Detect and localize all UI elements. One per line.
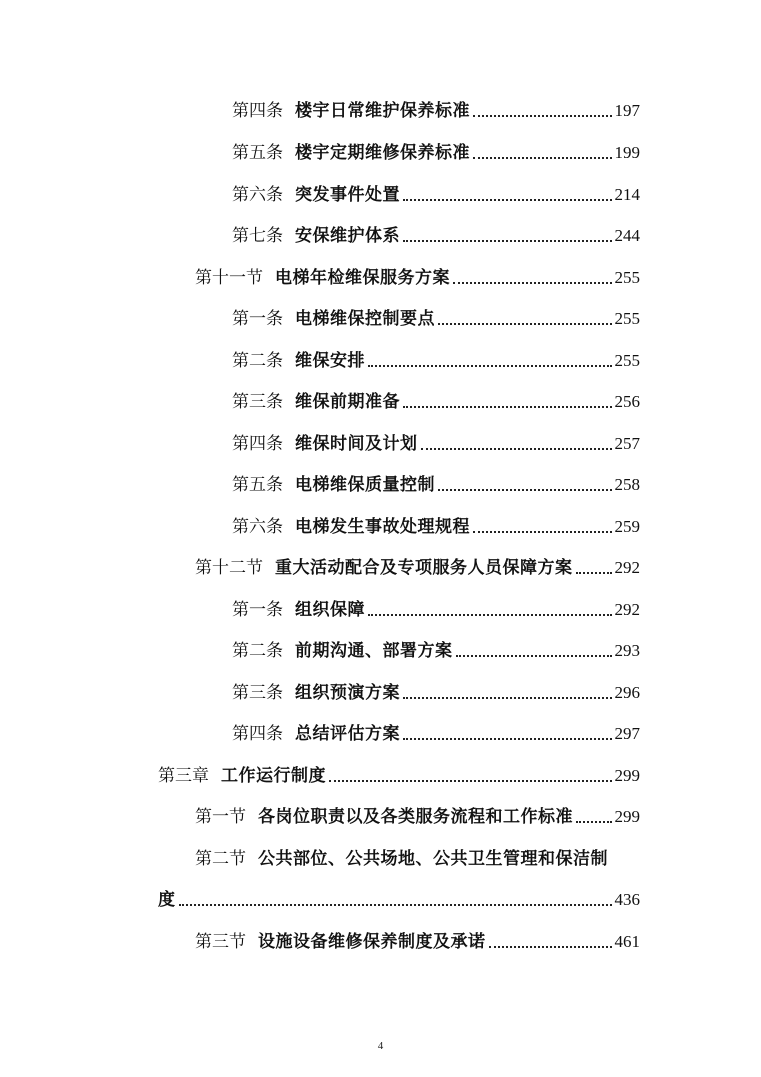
toc-entry-title: 前期沟通、部署方案 <box>295 641 453 661</box>
toc-entry[interactable] <box>232 302 640 330</box>
toc-entry-title: 组织预演方案 <box>295 683 400 703</box>
toc-entry[interactable] <box>232 468 640 496</box>
toc-entry-page: 297 <box>614 724 640 743</box>
toc-entry-page: 199 <box>614 143 640 162</box>
toc-entry[interactable] <box>232 94 640 122</box>
toc-entry-number: 第六条 <box>232 185 283 205</box>
toc-entry[interactable] <box>195 925 640 953</box>
toc-dot-leader <box>453 282 612 284</box>
toc-entry-title: 重大活动配合及专项服务人员保障方案 <box>275 558 573 578</box>
toc-entry-number: 第十一节 <box>195 268 263 288</box>
toc-dot-leader <box>329 780 612 782</box>
toc-entry-number: 第三章 <box>158 766 209 786</box>
toc-entry-page: 259 <box>614 517 640 536</box>
toc-entry-title: 突发事件处置 <box>295 185 400 205</box>
toc-entry-number: 第六条 <box>232 517 283 537</box>
toc-entry[interactable] <box>232 136 640 164</box>
toc-entry[interactable] <box>232 385 640 413</box>
toc-entry-title: 楼宇日常维护保养标准 <box>295 101 470 121</box>
toc-entry-number: 第二节 <box>195 849 246 869</box>
toc-entry-page: 299 <box>614 807 640 826</box>
toc-entry[interactable] <box>232 510 640 538</box>
toc-entry-page: 255 <box>614 351 640 370</box>
toc-dot-leader <box>179 904 612 906</box>
toc-entry[interactable] <box>232 593 640 621</box>
toc-entry-page: 256 <box>614 392 640 411</box>
toc-dot-leader <box>403 697 612 699</box>
toc-entry-title: 总结评估方案 <box>295 724 400 744</box>
toc-entry-number: 第四条 <box>232 724 283 744</box>
toc-entry[interactable] <box>195 800 640 828</box>
toc-entry[interactable] <box>232 219 640 247</box>
toc-entry[interactable] <box>158 759 640 787</box>
toc-entry-title: 安保维护体系 <box>295 226 400 246</box>
toc-dot-leader <box>473 531 612 533</box>
toc-entry-number: 第三节 <box>195 932 246 952</box>
toc-entry-number: 第三条 <box>232 683 283 703</box>
toc-dot-leader <box>403 738 612 740</box>
toc-entry-page: 214 <box>614 185 640 204</box>
toc-entry[interactable] <box>232 427 640 455</box>
toc-entry[interactable] <box>232 676 640 704</box>
toc-entry-title: 电梯维保质量控制 <box>295 475 435 495</box>
toc-dot-leader <box>421 448 612 450</box>
toc-entry-page: 258 <box>614 475 640 494</box>
toc-dot-leader <box>403 240 612 242</box>
toc-dot-leader <box>576 821 612 823</box>
toc-entry-page: 255 <box>614 309 640 328</box>
toc-entry-title: 工作运行制度 <box>221 766 326 786</box>
toc-entry-title: 电梯维保控制要点 <box>295 309 435 329</box>
toc-entry-page: 257 <box>614 434 640 453</box>
toc-entry-title: 维保安排 <box>295 351 365 371</box>
toc-entry-number: 第十二节 <box>195 558 263 578</box>
toc-entry-title: 公共部位、公共场地、公共卫生管理和保洁制 <box>258 849 608 869</box>
toc-entry-title: 组织保障 <box>295 600 365 620</box>
toc-entry-wrapped[interactable] <box>195 842 640 870</box>
toc-entry-page: 255 <box>614 268 640 287</box>
toc-entry-page: 293 <box>614 641 640 660</box>
toc-entry-number: 第三条 <box>232 392 283 412</box>
toc-entry[interactable] <box>232 634 640 662</box>
toc-dot-leader <box>489 946 612 948</box>
toc-dot-leader <box>473 115 612 117</box>
toc-entry-title: 维保时间及计划 <box>295 434 418 454</box>
toc-entry-number: 第七条 <box>232 226 283 246</box>
toc-entry-number: 第二条 <box>232 641 283 661</box>
toc-entry-number: 第五条 <box>232 143 283 163</box>
toc-dot-leader <box>403 406 612 408</box>
toc-entry-page: 197 <box>614 101 640 120</box>
toc-entry-number: 第一条 <box>232 600 283 620</box>
toc-dot-leader <box>456 655 612 657</box>
toc-entry[interactable] <box>232 178 640 206</box>
toc-entry[interactable] <box>195 551 640 579</box>
toc-entry-page: 296 <box>614 683 640 702</box>
toc-entry-title: 维保前期准备 <box>295 392 400 412</box>
toc-entry-number: 第五条 <box>232 475 283 495</box>
toc-entry-title: 楼宇定期维修保养标准 <box>295 143 470 163</box>
toc-entry-page: 436 <box>614 890 640 909</box>
toc-dot-leader <box>438 323 612 325</box>
toc-entry-number: 第一节 <box>195 807 246 827</box>
toc-entry[interactable] <box>195 261 640 289</box>
toc-entry[interactable] <box>232 717 640 745</box>
toc-entry-page: 292 <box>614 600 640 619</box>
toc-entry-number: 第二条 <box>232 351 283 371</box>
toc-entry-title: 设施设备维修保养制度及承诺 <box>258 932 486 952</box>
toc-entry[interactable] <box>232 344 640 372</box>
toc-entry-page: 244 <box>614 226 640 245</box>
toc-entry-number: 第一条 <box>232 309 283 329</box>
toc-dot-leader <box>368 365 612 367</box>
page-number: 4 <box>377 1040 384 1052</box>
toc-dot-leader <box>438 489 612 491</box>
toc-entry-number: 第四条 <box>232 434 283 454</box>
toc-dot-leader <box>403 199 612 201</box>
toc-entry-page: 299 <box>614 766 640 785</box>
toc-dot-leader <box>576 572 612 574</box>
toc-entry-title: 电梯年检维保服务方案 <box>275 268 450 288</box>
toc-entry-number: 第四条 <box>232 101 283 121</box>
toc-entry-title: 各岗位职责以及各类服务流程和工作标准 <box>258 807 573 827</box>
toc-entry-title: 电梯发生事故处理规程 <box>295 517 470 537</box>
toc-entry-page: 461 <box>614 932 640 951</box>
toc-dot-leader <box>473 157 612 159</box>
toc-entry-continuation[interactable] <box>158 883 640 911</box>
toc-entry-page: 292 <box>614 558 640 577</box>
toc-entry-title-continued: 度 <box>158 890 176 910</box>
toc-dot-leader <box>368 614 612 616</box>
